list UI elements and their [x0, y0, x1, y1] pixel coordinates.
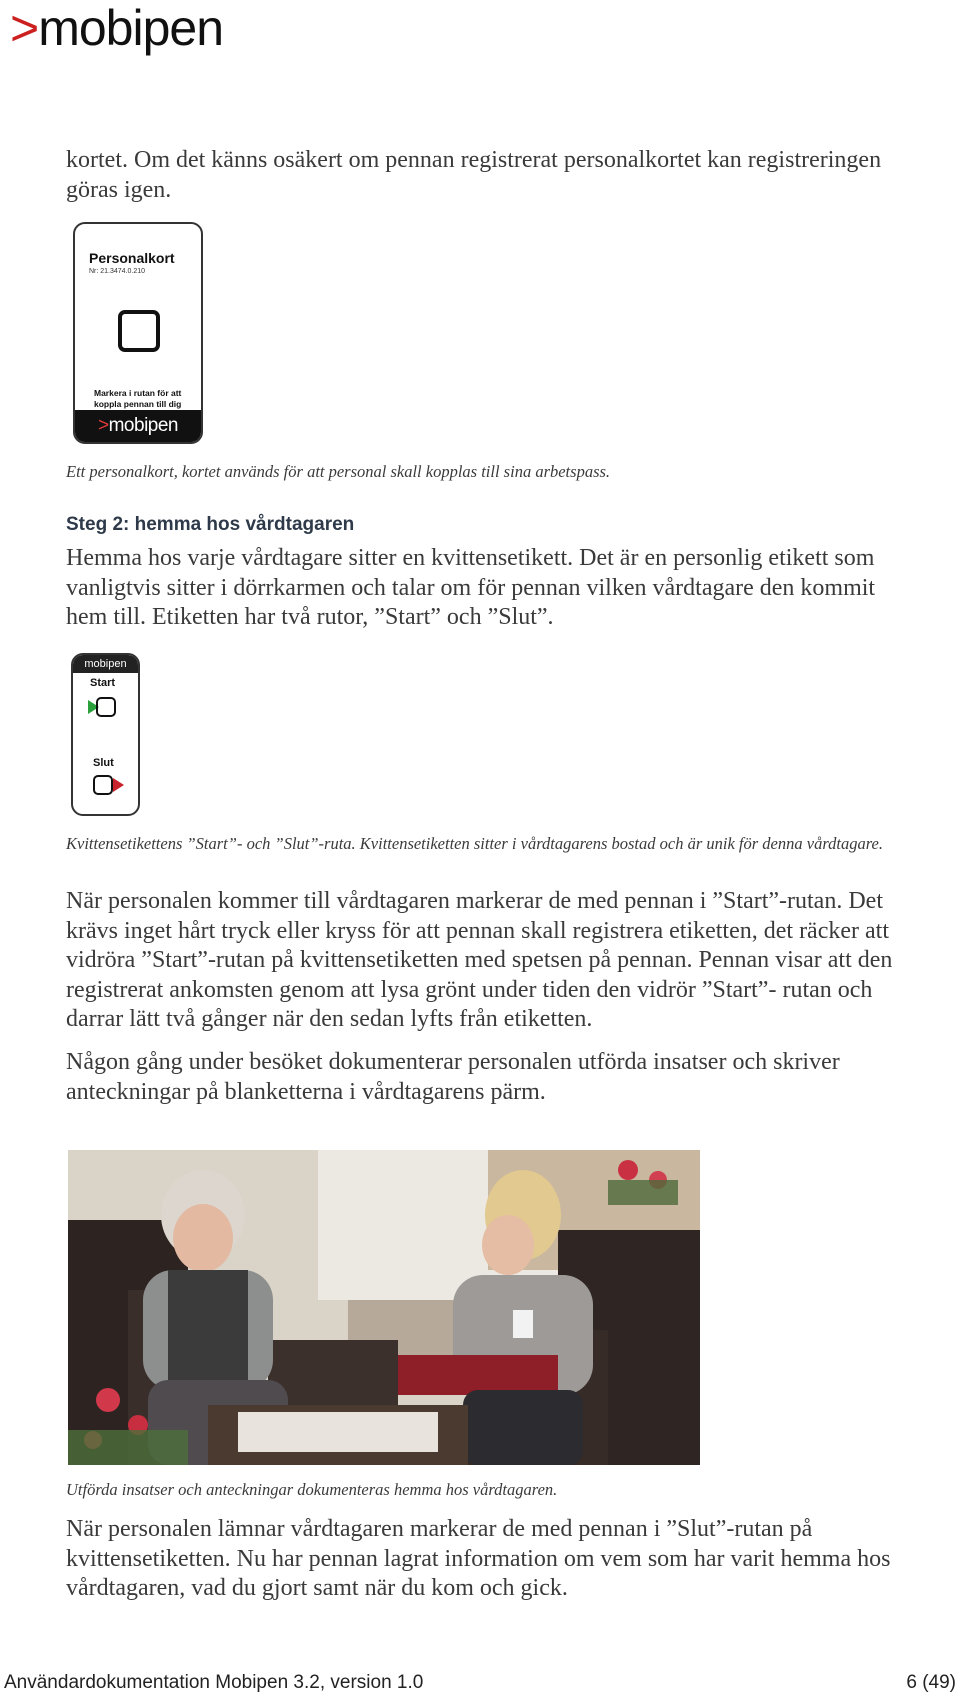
step2-paragraph: Hemma hos varje vårdtagare sitter en kvittensetikett. Det är en personlig etikett som vanligtvis sitter i dörrkarmen och talar om för pennan vilken vårdtagare den kommit hem till. Etiketten har två rutor, ”Start” och ”Slut”.: [66, 545, 876, 630]
slut-arrow-icon: [113, 778, 124, 792]
kvittens-caption: Kvittensetikettens ”Start”- och ”Slut”-ruta. Kvittensetiketten sitter i vårdtagarens bostad och är unik för denna vårdtagare.: [66, 834, 883, 853]
photo-caption: Utförda insatser och anteckningar dokumenteras hemma hos vårdtagaren.: [66, 1480, 558, 1499]
visit-paragraph: Någon gång under besöket dokumenterar personalen utförda insatser och skriver anteckningar på blanketterna i vårdtagarens pärm.: [66, 1049, 840, 1105]
kvittens-brand: mobipen: [73, 655, 138, 673]
caregiver-photo: [68, 1150, 700, 1465]
kvittens-start-box: [96, 697, 116, 717]
intro-paragraph: kortet. Om det känns osäkert om pennan registrerat personalkortet kan registreringen göras igen.: [66, 147, 882, 203]
step2-heading: Steg 2: hemma hos vårdtagaren: [66, 514, 355, 535]
personalkort-checkbox: [118, 310, 160, 352]
kvittens-slut-box: [93, 775, 113, 795]
personalkort-number: Nr: 21.3474.0.210: [89, 268, 146, 275]
footer-title: Användardokumentation Mobipen 3.2, version 1.0: [4, 1672, 424, 1693]
footer-page-number: 6 (49): [906, 1672, 956, 1693]
personalkort-card: [73, 222, 203, 444]
logo-text: mobipen: [38, 0, 223, 56]
kvittens-start-label: Start: [90, 677, 116, 689]
personalkort-instruction: Markera i rutan för att koppla pennan till dig: [94, 388, 182, 409]
closing-paragraph: När personalen lämnar vårdtagaren markerar de med pennan i ”Slut”-rutan på kvittensetiketten. Nu har pennan lagrat information om vem som har varit hemma hos vårdtagaren, vad du gjort samt när du kom och gick.: [66, 1516, 891, 1601]
arrival-paragraph: När personalen kommer till vårdtagaren markerar de med pennan i ”Start”-rutan. Det krävs inget hårt tryck eller kryss för att pennan skall registrera etiketten, det räcker att vidröra ”Start”-rutan på kvittensetiketten med spetsen på pennan. Pennan visar att den registrerat ankomsten genom att lysa grönt under tiden den vidrör ”Start”- rutan och darrar lätt två gånger när den sedan lyfts från etiketten.: [66, 888, 893, 1032]
personalkort-brand: mobipen: [108, 415, 178, 436]
logo-chevron: >: [10, 0, 39, 56]
kvittensetikett-card: [71, 653, 140, 816]
personalkort-caption: Ett personalkort, kortet används för att personal skall kopplas till sina arbetspass.: [66, 462, 611, 481]
caregiver-photo-illustration: [68, 1150, 700, 1465]
personalkort-brand-band: [75, 410, 201, 442]
personalkort-title: Personalkort: [89, 250, 175, 266]
kvittens-slut-label: Slut: [93, 757, 114, 769]
mobipen-logo: [10, 0, 223, 56]
personalkort-brand-chevron: >: [98, 415, 109, 436]
